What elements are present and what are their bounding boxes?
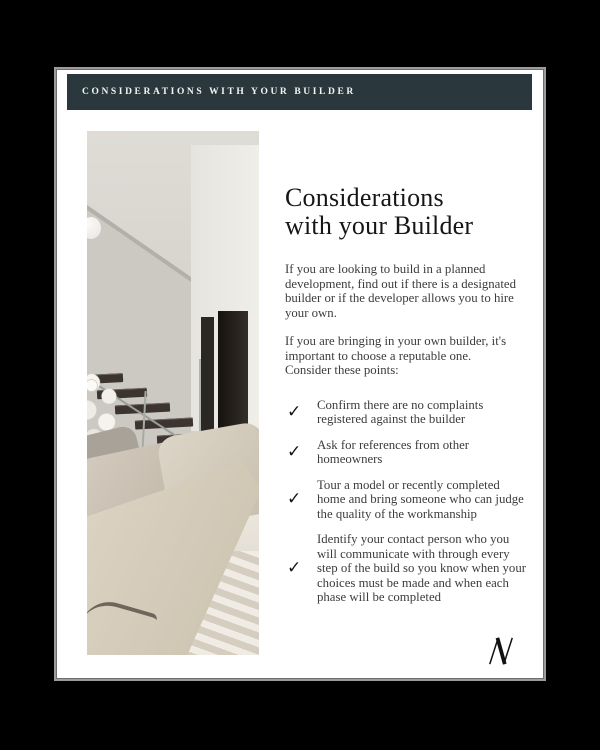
header-bar: [67, 74, 532, 110]
n-monogram-logo: [485, 636, 517, 666]
checkmark-icon: ✓: [287, 441, 302, 462]
content-column: [285, 184, 535, 605]
checklist-item-text: Identify your contact person who you will communicate with through every step of the build so you know when your choices must be made and when each phase will be completed: [317, 532, 526, 604]
checklist-item-text: Tour a model or recently completed home and bring someone who can judge the quality of the workmanship: [317, 477, 524, 521]
photo-dark-door: [218, 311, 248, 439]
checklist-item-text: Confirm there are no complaints registered against the builder: [317, 397, 484, 426]
photo-dark-door: [201, 317, 214, 435]
interior-photo: [87, 131, 259, 655]
document-page: [57, 70, 543, 678]
checklist-item: [285, 478, 535, 522]
checklist-item: [285, 532, 535, 605]
header-title: CONSIDERATIONS WITH YOUR BUILDER: [82, 87, 356, 97]
checklist-item: [285, 398, 535, 427]
page-title: Considerations with your Builder: [285, 183, 474, 240]
checklist: [285, 398, 535, 605]
intro-paragraph: If you are looking to build in a planned development, find out if there is a designated builder or if the developer allows you to hire your own.: [285, 262, 516, 320]
intro-paragraph: If you are bringing in your own builder, it's important to choose a reputable one. Consider these points:: [285, 334, 507, 377]
checkmark-icon: ✓: [287, 401, 302, 422]
checkmark-icon: ✓: [287, 488, 302, 509]
checkmark-icon: ✓: [287, 557, 302, 578]
checklist-item: [285, 438, 535, 467]
checklist-item-text: Ask for references from other homeowners: [317, 437, 470, 466]
